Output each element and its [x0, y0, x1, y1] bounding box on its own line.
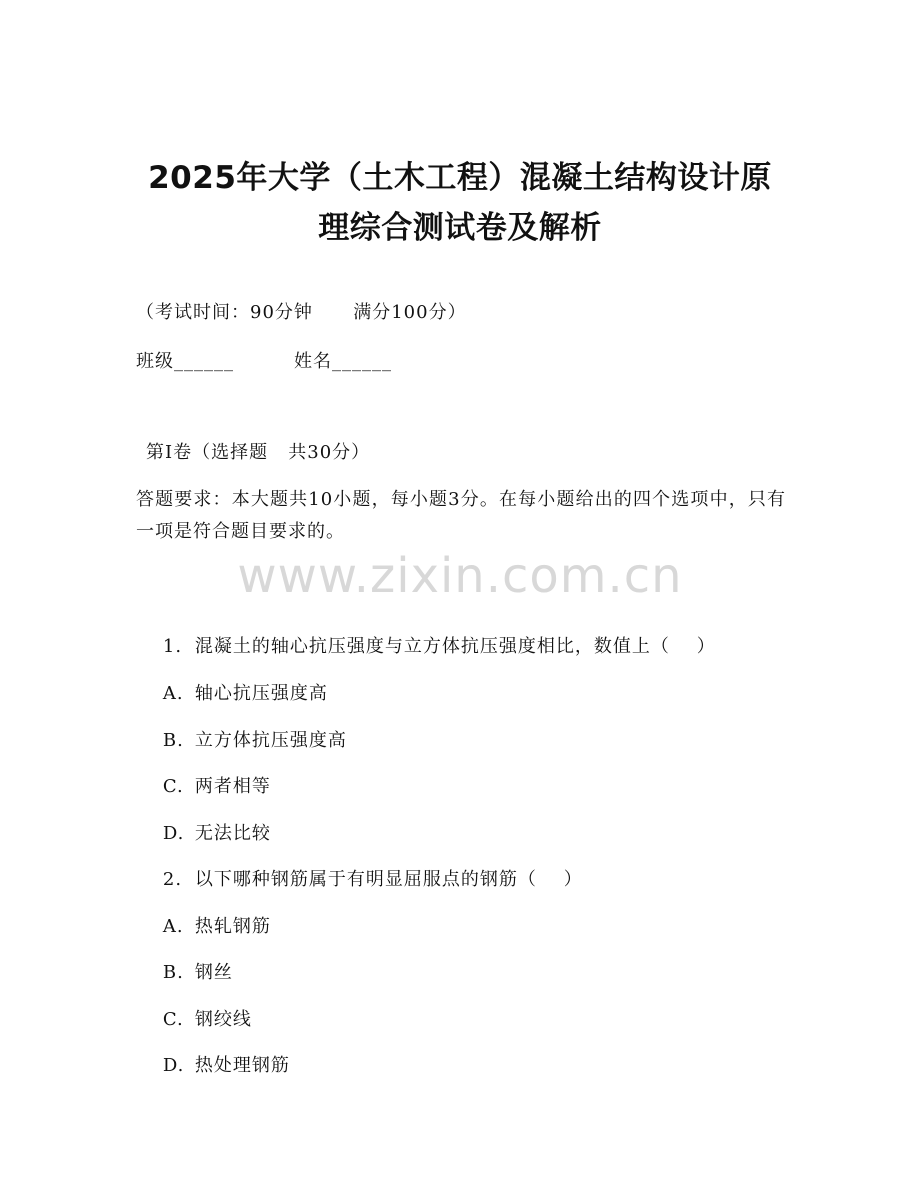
option-key: A.	[162, 683, 184, 704]
class-field: 班级______	[136, 351, 234, 372]
answer-instructions: 答题要求：本大题共10小题，每小题3分。在每小题给出的四个选项中，只有一项是符合题目要求的。	[136, 489, 786, 542]
option-key: D.	[162, 823, 185, 844]
option-key: D.	[162, 1055, 185, 1076]
option-text: 无法比较	[194, 823, 271, 844]
question-text: 混凝土的轴心抗压强度与立方体抗压强度相比，数值上（ ）	[194, 636, 716, 657]
option-text: 钢丝	[194, 962, 233, 983]
document-title-line1: 2025年大学（土木工程）混凝土结构设计原	[148, 160, 772, 196]
document-title-line2: 理综合测试卷及解析	[318, 210, 602, 246]
option-text: 钢绞线	[194, 1009, 252, 1030]
name-field: 姓名______	[294, 351, 392, 372]
question-number: 2.	[162, 869, 183, 890]
question-text: 以下哪种钢筋属于有明显屈服点的钢筋（ ）	[194, 869, 583, 890]
option-key: C.	[162, 1009, 184, 1030]
option-text: 轴心抗压强度高	[194, 683, 328, 704]
option-text: 立方体抗压强度高	[194, 730, 347, 751]
watermark: www.zixin.com.cn	[237, 548, 683, 604]
exam-info: （考试时间：90分钟 满分100分）	[136, 302, 467, 323]
option-key: B.	[162, 730, 184, 751]
option-key: C.	[162, 776, 184, 797]
question-number: 1.	[162, 636, 183, 657]
option-key: B.	[162, 962, 184, 983]
option-key: A.	[162, 916, 184, 937]
section-heading: 第I卷（选择题 共30分）	[146, 442, 371, 463]
option-text: 热处理钢筋	[194, 1055, 290, 1076]
option-text: 热轧钢筋	[194, 916, 271, 937]
option-2d	[136, 1030, 290, 1102]
option-text: 两者相等	[194, 776, 271, 797]
